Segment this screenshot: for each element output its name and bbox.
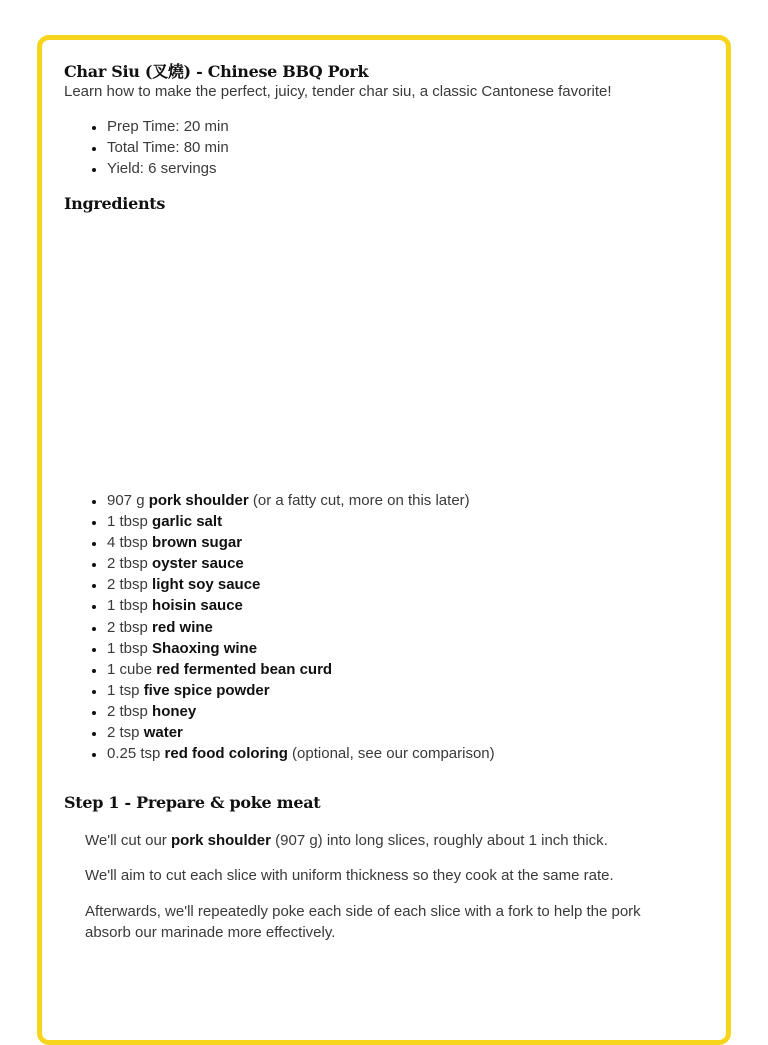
ingredient-qty: 2 tbsp (107, 702, 153, 720)
ingredient-qty: 0.25 tsp (107, 745, 165, 763)
ingredient-item (106, 553, 495, 574)
ingredient-qty: 1 tbsp (107, 639, 153, 657)
ingredient-qty: 2 tbsp (107, 576, 153, 594)
ingredient-qty: 907 g (107, 492, 149, 509)
ingredient-item (106, 659, 495, 680)
ingredient-name: red food coloring (164, 745, 288, 763)
step1-paragraph-2: We'll aim to cut each slice with uniform thickness so they cook at the same rate. (85, 867, 614, 884)
ingredient-item (106, 722, 495, 743)
ingredient-qty: 1 tbsp (107, 513, 153, 531)
ingredient-name: brown sugar (152, 534, 243, 552)
yield: • Yield: 6 servings (106, 158, 229, 179)
ingredient-name: light soy sauce (152, 576, 261, 594)
step1-heading: Step 1 - Prepare & poke meat (64, 793, 321, 812)
ingredient-name: garlic salt (152, 513, 223, 531)
ingredient-item (106, 701, 495, 722)
ingredient-name: honey (152, 702, 197, 720)
ingredient-name: water (143, 724, 183, 742)
ingredients-list (64, 490, 495, 764)
ingredient-item (106, 617, 495, 638)
ingredient-item (106, 595, 495, 616)
recipe-meta-list (64, 116, 229, 179)
total-time: • Total Time: 80 min (106, 137, 229, 158)
ingredient-name: pork shoulder (148, 492, 249, 509)
ingredient-name: hoisin sauce (152, 597, 243, 615)
step1-p1-ingredient: pork shoulder (170, 832, 271, 849)
ingredient-item (106, 638, 495, 659)
ingredient-qty: 4 tbsp (107, 534, 153, 552)
step1-paragraph-1 (85, 830, 685, 851)
step1-paragraph-3: Afterwards, we'll repeatedly poke each side of each slice with a fork to help the pork absorb our marinade more effectively. (85, 903, 641, 941)
ingredient-qty: 2 tsp (107, 724, 144, 742)
ingredient-qty: 2 tbsp (107, 618, 153, 636)
ingredient-name: Shaoxing wine (152, 639, 258, 657)
ingredient-note: (or a fatty cut, more on this later) (248, 492, 470, 509)
recipe-title: Char Siu (叉燒) - Chinese BBQ Pork (64, 62, 369, 81)
ingredient-item (106, 511, 495, 532)
ingredient-note: (optional, see our comparison) (287, 745, 495, 763)
ingredient-name: red wine (152, 618, 213, 636)
ingredient-name: five spice powder (143, 681, 270, 699)
ingredients-heading: Ingredients (64, 194, 166, 213)
recipe-description: Learn how to make the perfect, juicy, tender char siu, a classic Cantonese favorite! (64, 83, 612, 100)
ingredient-item (106, 490, 495, 511)
ingredient-item (106, 574, 495, 595)
ingredient-qty: 1 cube (107, 660, 157, 678)
ingredient-item (106, 532, 495, 553)
ingredient-name: red fermented bean curd (156, 660, 333, 678)
step1-p1-text-end: (907 g) into long slices, roughly about 1 inch thick. (270, 832, 608, 849)
step1-p1-text: We'll cut our (85, 832, 171, 849)
ingredient-qty: 1 tbsp (107, 597, 153, 615)
ingredient-name: oyster sauce (152, 555, 244, 573)
ingredient-qty: 1 tsp (107, 681, 144, 699)
ingredient-item (106, 680, 495, 701)
ingredient-item (106, 743, 495, 764)
prep-time: • Prep Time: 20 min (106, 116, 229, 137)
ingredient-qty: 2 tbsp (107, 555, 153, 573)
